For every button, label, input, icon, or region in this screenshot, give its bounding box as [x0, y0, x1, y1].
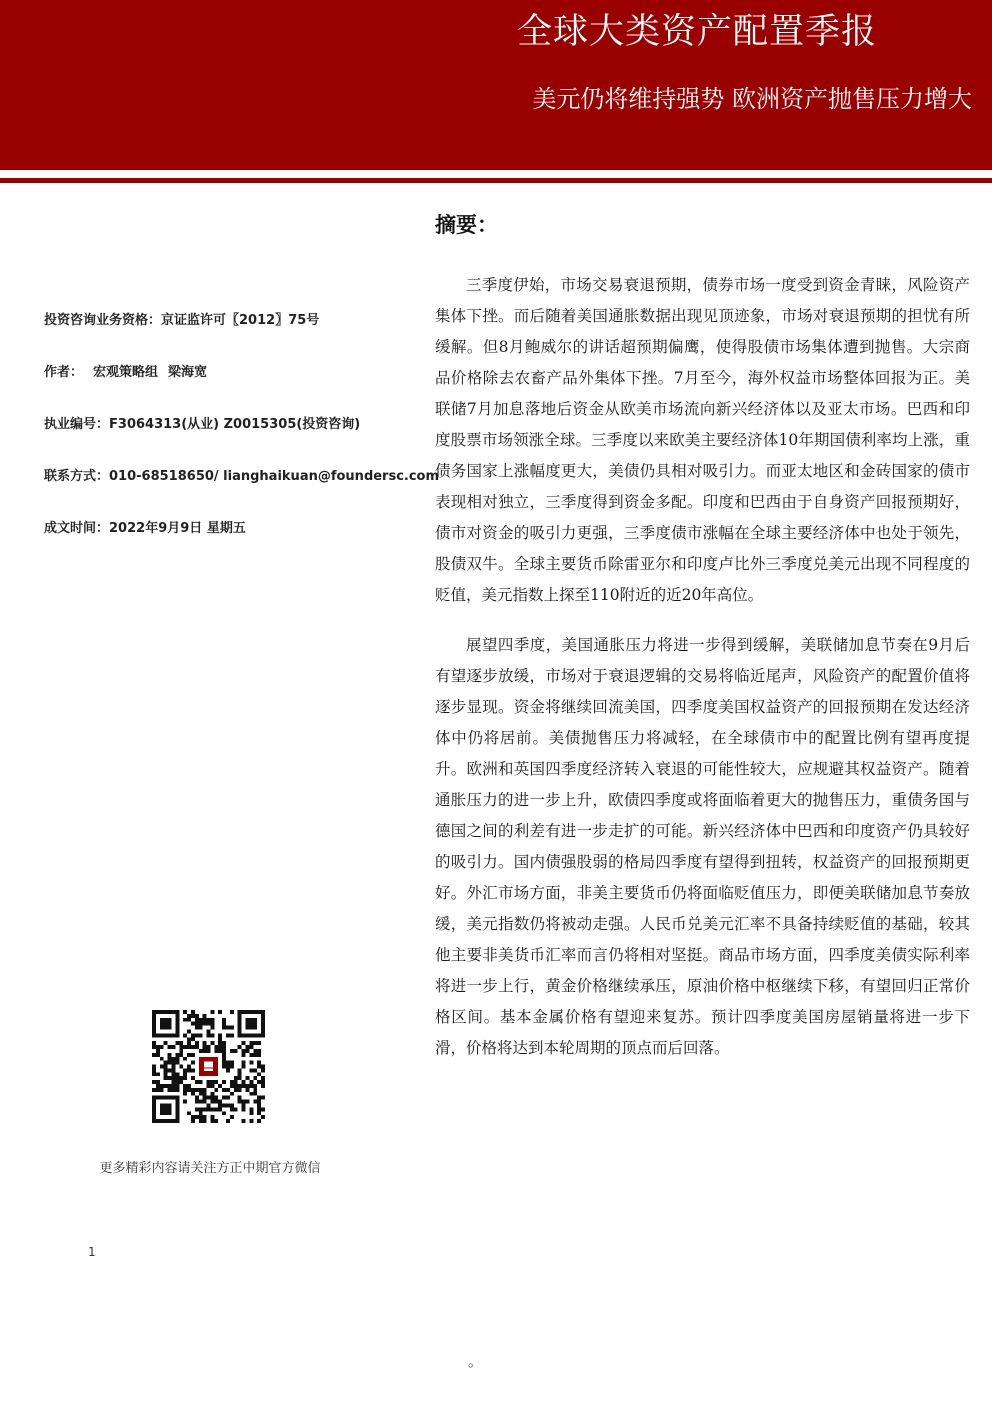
date-row	[44, 520, 424, 538]
qr-caption: 更多精彩内容请关注方正中期官方微信	[99, 1161, 321, 1176]
report-meta	[44, 312, 440, 572]
abstract-paragraph: 三季度伊始，市场交易衰退预期，债券市场一度受到资金青睐，风险资产集体下挫。而后随着美国通胀数据出现见顶迹象，市场对衰退预期的担忧有所缓解。但8月鲍威尔的讲话超预期偏鹰，使得股债市场集体遭到抛售。大宗商品价格除去农畜产品外集体下挫。7月至今，海外权益市场整体回报为正。美联储7月加息落地后资金从欧美市场流向新兴经济体以及亚太市场。巴西和印度股票市场领涨全球。三季度以来欧美主要经济体10年期国债利率均上涨，重债务国家上涨幅度更大，美债仍具相对吸引力。而亚太地区和金砖国家的债市表现相对独立，三季度得到资金多配。印度和巴西由于自身资产回报预期好，债市对资金的吸引力更强，三季度债市涨幅在全球主要经济体中也处于领先，股债双牛。全球主要货币除雷亚尔和印度卢比外三季度兑美元出现不同程度的贬值，美元指数上探至110附近的近20年高位。	[435, 276, 970, 604]
contact-value[interactable]: 010-68518650/ lianghaikuan@foundersc.com	[109, 469, 440, 484]
date-label: 成文时间：	[44, 521, 110, 536]
qr-code-icon[interactable]	[152, 1010, 265, 1123]
report-title: 全球大类资产配置季报	[516, 12, 877, 52]
report-subtitle: 美元仍将维持强势 欧洲资产抛售压力增大	[532, 85, 972, 113]
header-divider	[0, 178, 992, 183]
report-header	[0, 0, 992, 170]
qr-code-graphic	[152, 1010, 265, 1123]
contact-row	[44, 468, 440, 486]
license-id-value: F3064313(从业) Z0015305(投资咨询)	[109, 417, 361, 432]
license-label: 投资咨询业务资格：	[44, 313, 162, 328]
license-id-row	[44, 416, 424, 434]
author-name: 梁海宽	[168, 365, 208, 380]
author-group: 宏观策略组	[93, 365, 159, 380]
license-row	[44, 312, 424, 330]
abstract-paragraph: 展望四季度，美国通胀压力将进一步得到缓解，美联储加息节奏在9月后有望逐步放缓，市场对于衰退逻辑的交易将临近尾声，风险资产的配置价值将逐步显现。资金将继续回流美国，四季度美国权益资产的回报预期在发达经济体中仍将居前。美债抛售压力将减轻，在全球债市中的配置比例有望再度提升。欧洲和英国四季度经济转入衰退的可能性较大，应规避其权益资产。随着通胀压力的进一步上升，欧债四季度或将面临着更大的抛售压力，重债务国与德国之间的利差有进一步走扩的可能。新兴经济体中巴西和印度资产仍具较好的吸引力。国内债强股弱的格局四季度有望得到扭转，权益资产的回报预期更好。外汇市场方面，非美主要货币仍将面临贬值压力，即便美联储加息节奏放缓，美元指数仍将被动走强。人民币兑美元汇率不具备持续贬值的基础，较其他主要非美货币汇率而言仍将相对坚挺。商品市场方面，四季度美债实际利率将进一步上行，黄金价格继续承压，原油价格中枢继续下移，有望回归正常价格区间。基本金属价格有望迎来复苏。预计四季度美国房屋销量将进一步下滑，价格将达到本轮周期的顶点而后回落。	[435, 636, 970, 1057]
author-row	[44, 364, 424, 382]
license-value: 京证监许可〖2012〗75号	[161, 313, 320, 328]
abstract-body	[435, 270, 970, 1083]
license-id-label: 执业编号：	[44, 417, 110, 432]
abstract-title: 摘要：	[435, 213, 498, 237]
author-label: 作者：	[44, 365, 84, 380]
contact-label: 联系方式：	[44, 469, 110, 484]
page-number: 1	[88, 1245, 96, 1259]
date-value: 2022年9月9日 星期五	[109, 521, 246, 536]
trailing-mark: 。	[468, 1352, 484, 1370]
